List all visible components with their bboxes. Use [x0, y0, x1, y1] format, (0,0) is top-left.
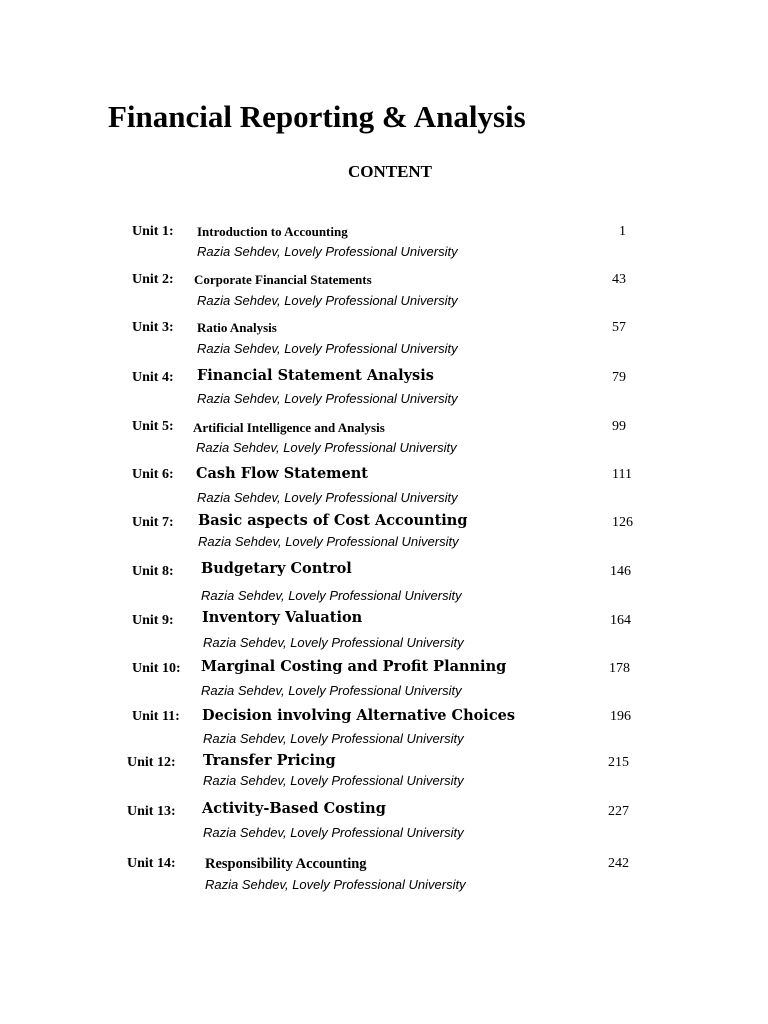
contents-heading: CONTENT	[347, 162, 433, 181]
unit-page-number: 196	[610, 709, 631, 724]
unit-author: Razia Sehdev, Lovely Professional University	[198, 534, 459, 549]
unit-author: Razia Sehdev, Lovely Professional University	[196, 440, 457, 455]
toc-entry-unit-1[interactable]	[0, 223, 768, 273]
unit-page-number: 99	[612, 419, 626, 434]
unit-title[interactable]: Activity-Based Costing	[202, 800, 386, 817]
unit-author: Razia Sehdev, Lovely Professional University	[205, 877, 466, 892]
unit-number: Unit 9:	[132, 613, 174, 628]
toc-entry-unit-9[interactable]	[0, 609, 768, 662]
unit-title[interactable]: Responsibility Accounting	[205, 856, 367, 872]
toc-entry-unit-7[interactable]	[0, 514, 768, 564]
unit-title[interactable]: Financial Statement Analysis	[197, 367, 434, 384]
toc-entry-unit-2[interactable]	[0, 271, 768, 321]
unit-title[interactable]: Decision involving Alternative Choices	[202, 707, 516, 724]
toc-entry-unit-8[interactable]	[0, 560, 768, 613]
unit-title[interactable]: Introduction to Accounting	[197, 224, 348, 239]
unit-page-number: 178	[609, 661, 630, 676]
unit-author: Razia Sehdev, Lovely Professional University	[203, 635, 464, 650]
toc-entry-unit-4[interactable]	[0, 369, 768, 419]
unit-author: Razia Sehdev, Lovely Professional University	[201, 683, 462, 698]
toc-entry-unit-14[interactable]	[0, 855, 768, 905]
toc-entry-unit-13[interactable]	[0, 800, 768, 853]
unit-number: Unit 3:	[132, 320, 174, 335]
unit-page-number: 146	[610, 564, 631, 579]
unit-title[interactable]: Corporate Financial Statements	[194, 272, 372, 287]
unit-number: Unit 13:	[127, 804, 176, 819]
unit-number: Unit 6:	[132, 467, 174, 482]
unit-page-number: 227	[608, 804, 629, 819]
unit-number: Unit 12:	[127, 755, 176, 770]
unit-title[interactable]: Budgetary Control	[201, 560, 352, 577]
unit-title[interactable]: Artificial Intelligence and Analysis	[193, 420, 385, 435]
unit-page-number: 215	[608, 755, 629, 770]
unit-page-number: 242	[608, 856, 629, 871]
unit-title[interactable]: Ratio Analysis	[197, 320, 277, 335]
unit-number: Unit 7:	[132, 515, 174, 530]
unit-number: Unit 8:	[132, 564, 174, 579]
unit-author: Razia Sehdev, Lovely Professional University	[203, 731, 464, 746]
unit-author: Razia Sehdev, Lovely Professional University	[197, 490, 458, 505]
unit-title[interactable]: Marginal Costing and Profit Planning	[201, 658, 507, 675]
unit-number: Unit 1:	[132, 224, 174, 239]
unit-page-number: 1	[619, 224, 626, 239]
unit-page-number: 164	[610, 613, 631, 628]
unit-title[interactable]: Transfer Pricing	[203, 752, 336, 769]
unit-number: Unit 2:	[132, 272, 174, 287]
toc-entry-unit-11[interactable]	[0, 708, 768, 758]
unit-author: Razia Sehdev, Lovely Professional University	[197, 391, 458, 406]
unit-number: Unit 10:	[132, 661, 181, 676]
document-title: Financial Reporting & Analysis	[108, 99, 526, 134]
unit-author: Razia Sehdev, Lovely Professional University	[197, 244, 458, 259]
toc-entry-unit-5[interactable]	[0, 418, 768, 468]
unit-author: Razia Sehdev, Lovely Professional University	[201, 588, 462, 603]
unit-page-number: 126	[612, 515, 633, 530]
unit-page-number: 111	[612, 467, 632, 482]
unit-author: Razia Sehdev, Lovely Professional University	[203, 825, 464, 840]
toc-entry-unit-12[interactable]	[0, 754, 768, 804]
unit-title[interactable]: Basic aspects of Cost Accounting	[198, 512, 468, 529]
toc-entry-unit-10[interactable]	[0, 660, 768, 710]
toc-entry-unit-3[interactable]	[0, 319, 768, 369]
unit-author: Razia Sehdev, Lovely Professional University	[197, 341, 458, 356]
unit-number: Unit 4:	[132, 370, 174, 385]
unit-title[interactable]: Cash Flow Statement	[196, 465, 368, 482]
toc-entry-unit-6[interactable]	[0, 466, 768, 516]
unit-author: Razia Sehdev, Lovely Professional University	[203, 773, 464, 788]
unit-title[interactable]: Inventory Valuation	[202, 609, 363, 626]
unit-page-number: 79	[612, 370, 626, 385]
unit-number: Unit 11:	[132, 709, 180, 724]
unit-page-number: 57	[612, 320, 626, 335]
unit-page-number: 43	[612, 272, 626, 287]
unit-number: Unit 5:	[132, 419, 174, 434]
unit-number: Unit 14:	[127, 856, 176, 871]
unit-author: Razia Sehdev, Lovely Professional University	[197, 293, 458, 308]
